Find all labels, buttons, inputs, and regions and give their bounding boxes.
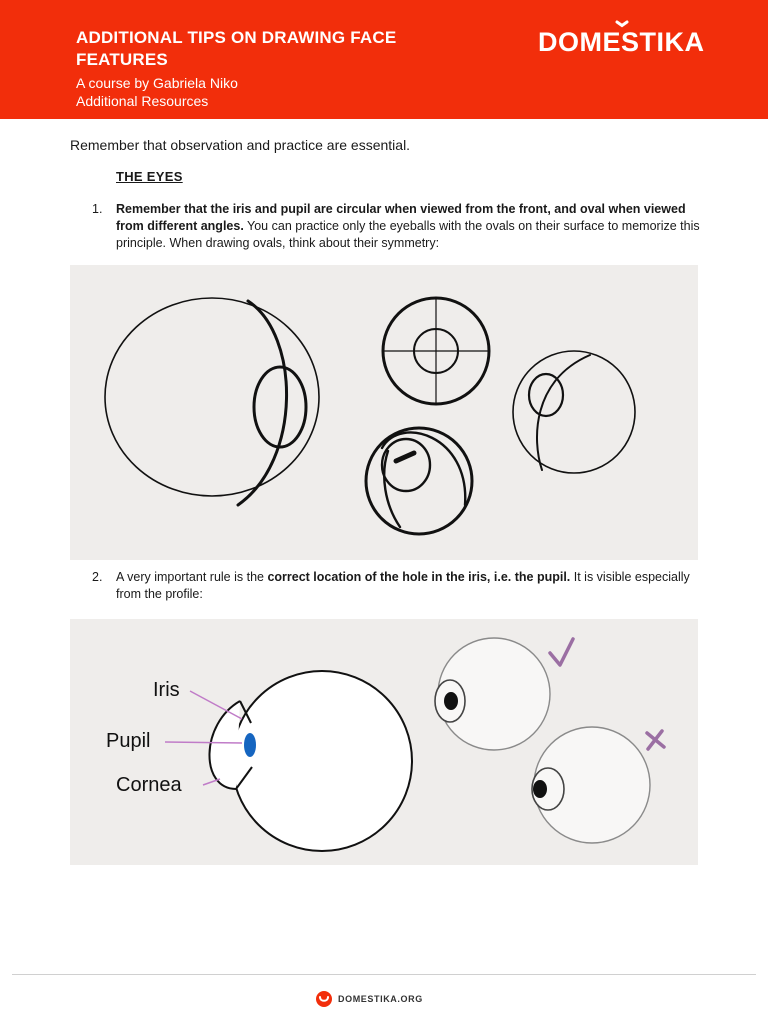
list-item-bold: correct location of the hole in the iris, i.e. the pupil. [267, 570, 571, 584]
pupil-label: Pupil [106, 730, 151, 752]
footer-brand [316, 991, 423, 1007]
list-item-text: A very important rule is the [116, 570, 268, 584]
list-item-text: It is visible especially from the profile: [116, 570, 690, 601]
header-banner [0, 0, 768, 119]
eyeball-profile [232, 671, 412, 851]
logo-text: DOMESTIKA [538, 27, 705, 57]
angled-eyeball-right [513, 351, 635, 473]
iris-label: Iris [153, 679, 180, 701]
footer-url[interactable]: DOMESTIKA.ORG [338, 994, 423, 1004]
section-heading: THE EYES [116, 169, 183, 184]
large-iris-oval [254, 367, 306, 447]
list-item [92, 201, 700, 252]
eyeball-ovals-illustration [70, 265, 698, 560]
list-item-text: You can practice only the eyeballs with the ovals on their surface to memorize this principle. When drawing ovals, think about their symmetry: [116, 219, 700, 250]
intro-text: Remember that observation and practice are essential. [70, 137, 411, 153]
pupil-mark [244, 733, 256, 757]
profile-eye-figure [70, 619, 698, 865]
cross-icon [647, 731, 664, 749]
list-number: 1. [92, 202, 103, 216]
eyeball-ovals-figure [70, 265, 698, 560]
list-number: 2. [92, 570, 103, 584]
domestika-logo [538, 18, 718, 58]
domestika-icon [316, 991, 332, 1007]
cornea-label: Cornea [116, 774, 182, 796]
resource-label: Additional Resources [76, 93, 209, 109]
cornea-bulge [209, 701, 240, 789]
list-item-bold: Remember that the iris and pupil are circular when viewed from the front, and oval when viewed from different angles. [116, 202, 686, 233]
course-author: A course by Gabriela Niko [76, 75, 238, 91]
document-title: ADDITIONAL TIPS ON DRAWING FACE FEATURES [76, 28, 397, 69]
lower-iris [382, 439, 430, 491]
checkmark-icon [550, 639, 573, 665]
profile-eye-illustration [70, 619, 698, 865]
list-item [92, 569, 700, 603]
subtitle [76, 74, 238, 110]
footer-divider [12, 974, 756, 975]
